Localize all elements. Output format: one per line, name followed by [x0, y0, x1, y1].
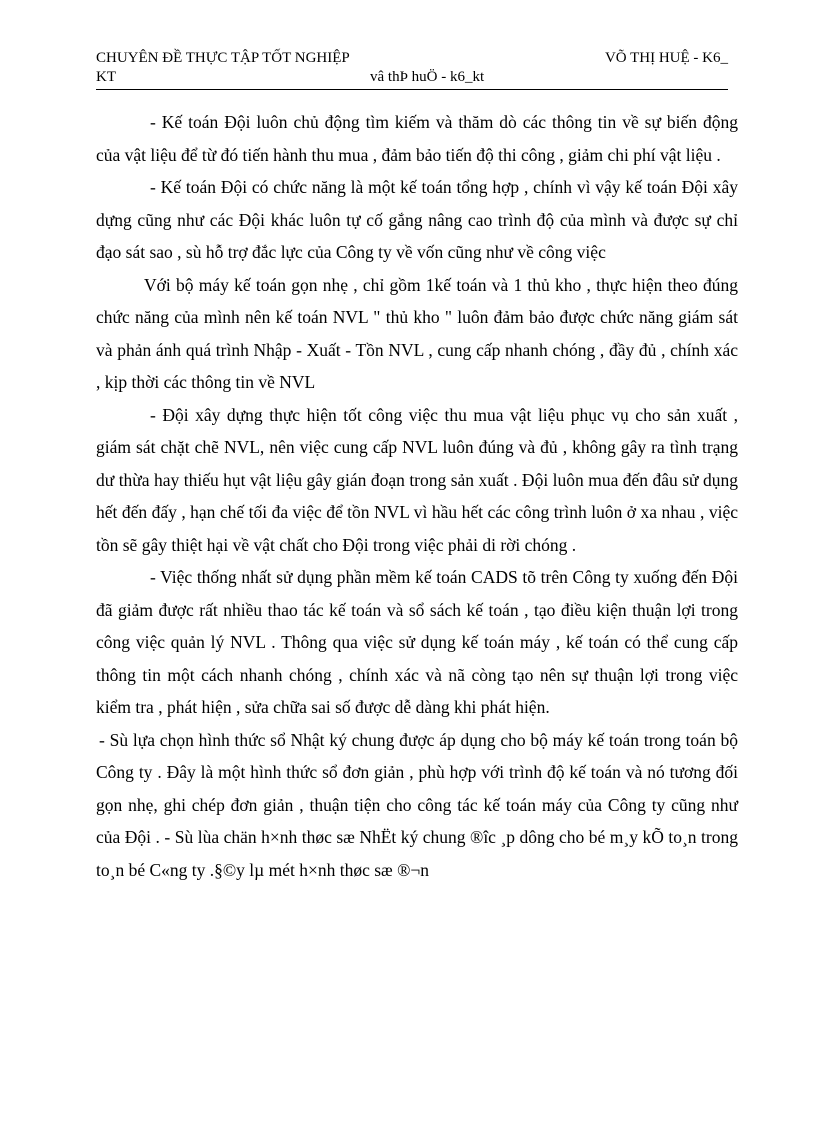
document-body	[96, 106, 738, 886]
page-header	[96, 50, 728, 90]
header-author: VÕ THỊ HUỆ - K6_	[604, 50, 728, 66]
header-kt: KT	[96, 69, 116, 85]
paragraph-4: - Đội xây dựng thực hiện tốt công việc thu mua vật liệu phục vụ cho sản xuất , giám sát chặt chẽ NVL, nên việc cung cấp NVL luôn đúng và đủ , không gây ra tình trạng dư thừa hay thiếu hụt vật liệu gây gián đoạn trong sản xuất . Đội luôn mua đến đâu sử dụng hết đến đấy , hạn chế tối đa việc để tồn NVL vì hầu hết các công trình luôn ở xa nhau , việc tồn sẽ gây thiệt hại về vật chất cho Đội trong việc phải di rời chóng .	[96, 404, 738, 555]
paragraph-3: Với bộ máy kế toán gọn nhẹ , chỉ gồm 1kế toán và 1 thủ kho , thực hiện theo đúng chức năng của mình nên kế toán NVL " thủ kho " luôn đảm bảo được chức năng giám sát và phản ánh quá trình Nhập - Xuất - Tồn NVL , cung cấp nhanh chóng , đầy đủ , chính xác , kịp thời các thông tin về NVL	[96, 274, 738, 392]
paragraph-2: - Kế toán Đội có chức năng là một kế toán tổng hợp , chính vì vậy kế toán Đội xây dựng cũng như các Đội khác luôn tự cố gắng nâng cao trình độ của mình và được sự chỉ đạo sát sao , sù hỗ trợ đắc lực của Công ty về vốn cũng như về công việc	[96, 177, 738, 262]
header-title: CHUYÊN ĐỀ THỰC TẬP TỐT NGHIỆP	[96, 50, 350, 66]
paragraph-6: - Sù lựa chọn hình thức sổ Nhật ký chung được áp dụng cho bộ máy kế toán trong toán bộ Công ty . Đây là một hình thức sổ đơn giản , phù hợp với trình độ kế toán và nó tương đối gọn nhẹ, ghi chép đơn giản , thuận tiện cho công tác kế toán máy của Công ty cũng như của Đội . - Sù lùa chän h×nh thøc sæ NhËt ký chung ®îc ¸p dông cho bé m¸y kÕ to¸n trong to¸n bé C«ng ty .§©y lµ mét h×nh thøc sæ ®¬n	[96, 729, 738, 880]
header-author-encoded: vâ thÞ huÖ - k6_kt	[370, 69, 485, 85]
paragraph-5: - Việc thống nhất sử dụng phần mềm kế toán CADS tõ trên Công ty xuống đến Đội đã giảm được rất nhiều thao tác kế toán và sổ sách kế toán , tạo điều kiện thuận lợi trong công việc quản lý NVL . Thông qua việc sử dụng kế toán máy , kế toán có thể cung cấp thông tin một cách nhanh chóng , chính xác và nã còng tạo nên sự thuận lợi trong việc kiểm tra , phát hiện , sửa chữa sai số được dễ dàng khi phát hiện.	[96, 567, 738, 717]
header-rule	[96, 89, 728, 90]
paragraph-1: - Kế toán Đội luôn chủ động tìm kiếm và thăm dò các thông tin về sự biến động của vật liệu để từ đó tiến hành thu mua , đảm bảo tiến độ thi công , giảm chi phí vật liệu .	[96, 112, 738, 165]
